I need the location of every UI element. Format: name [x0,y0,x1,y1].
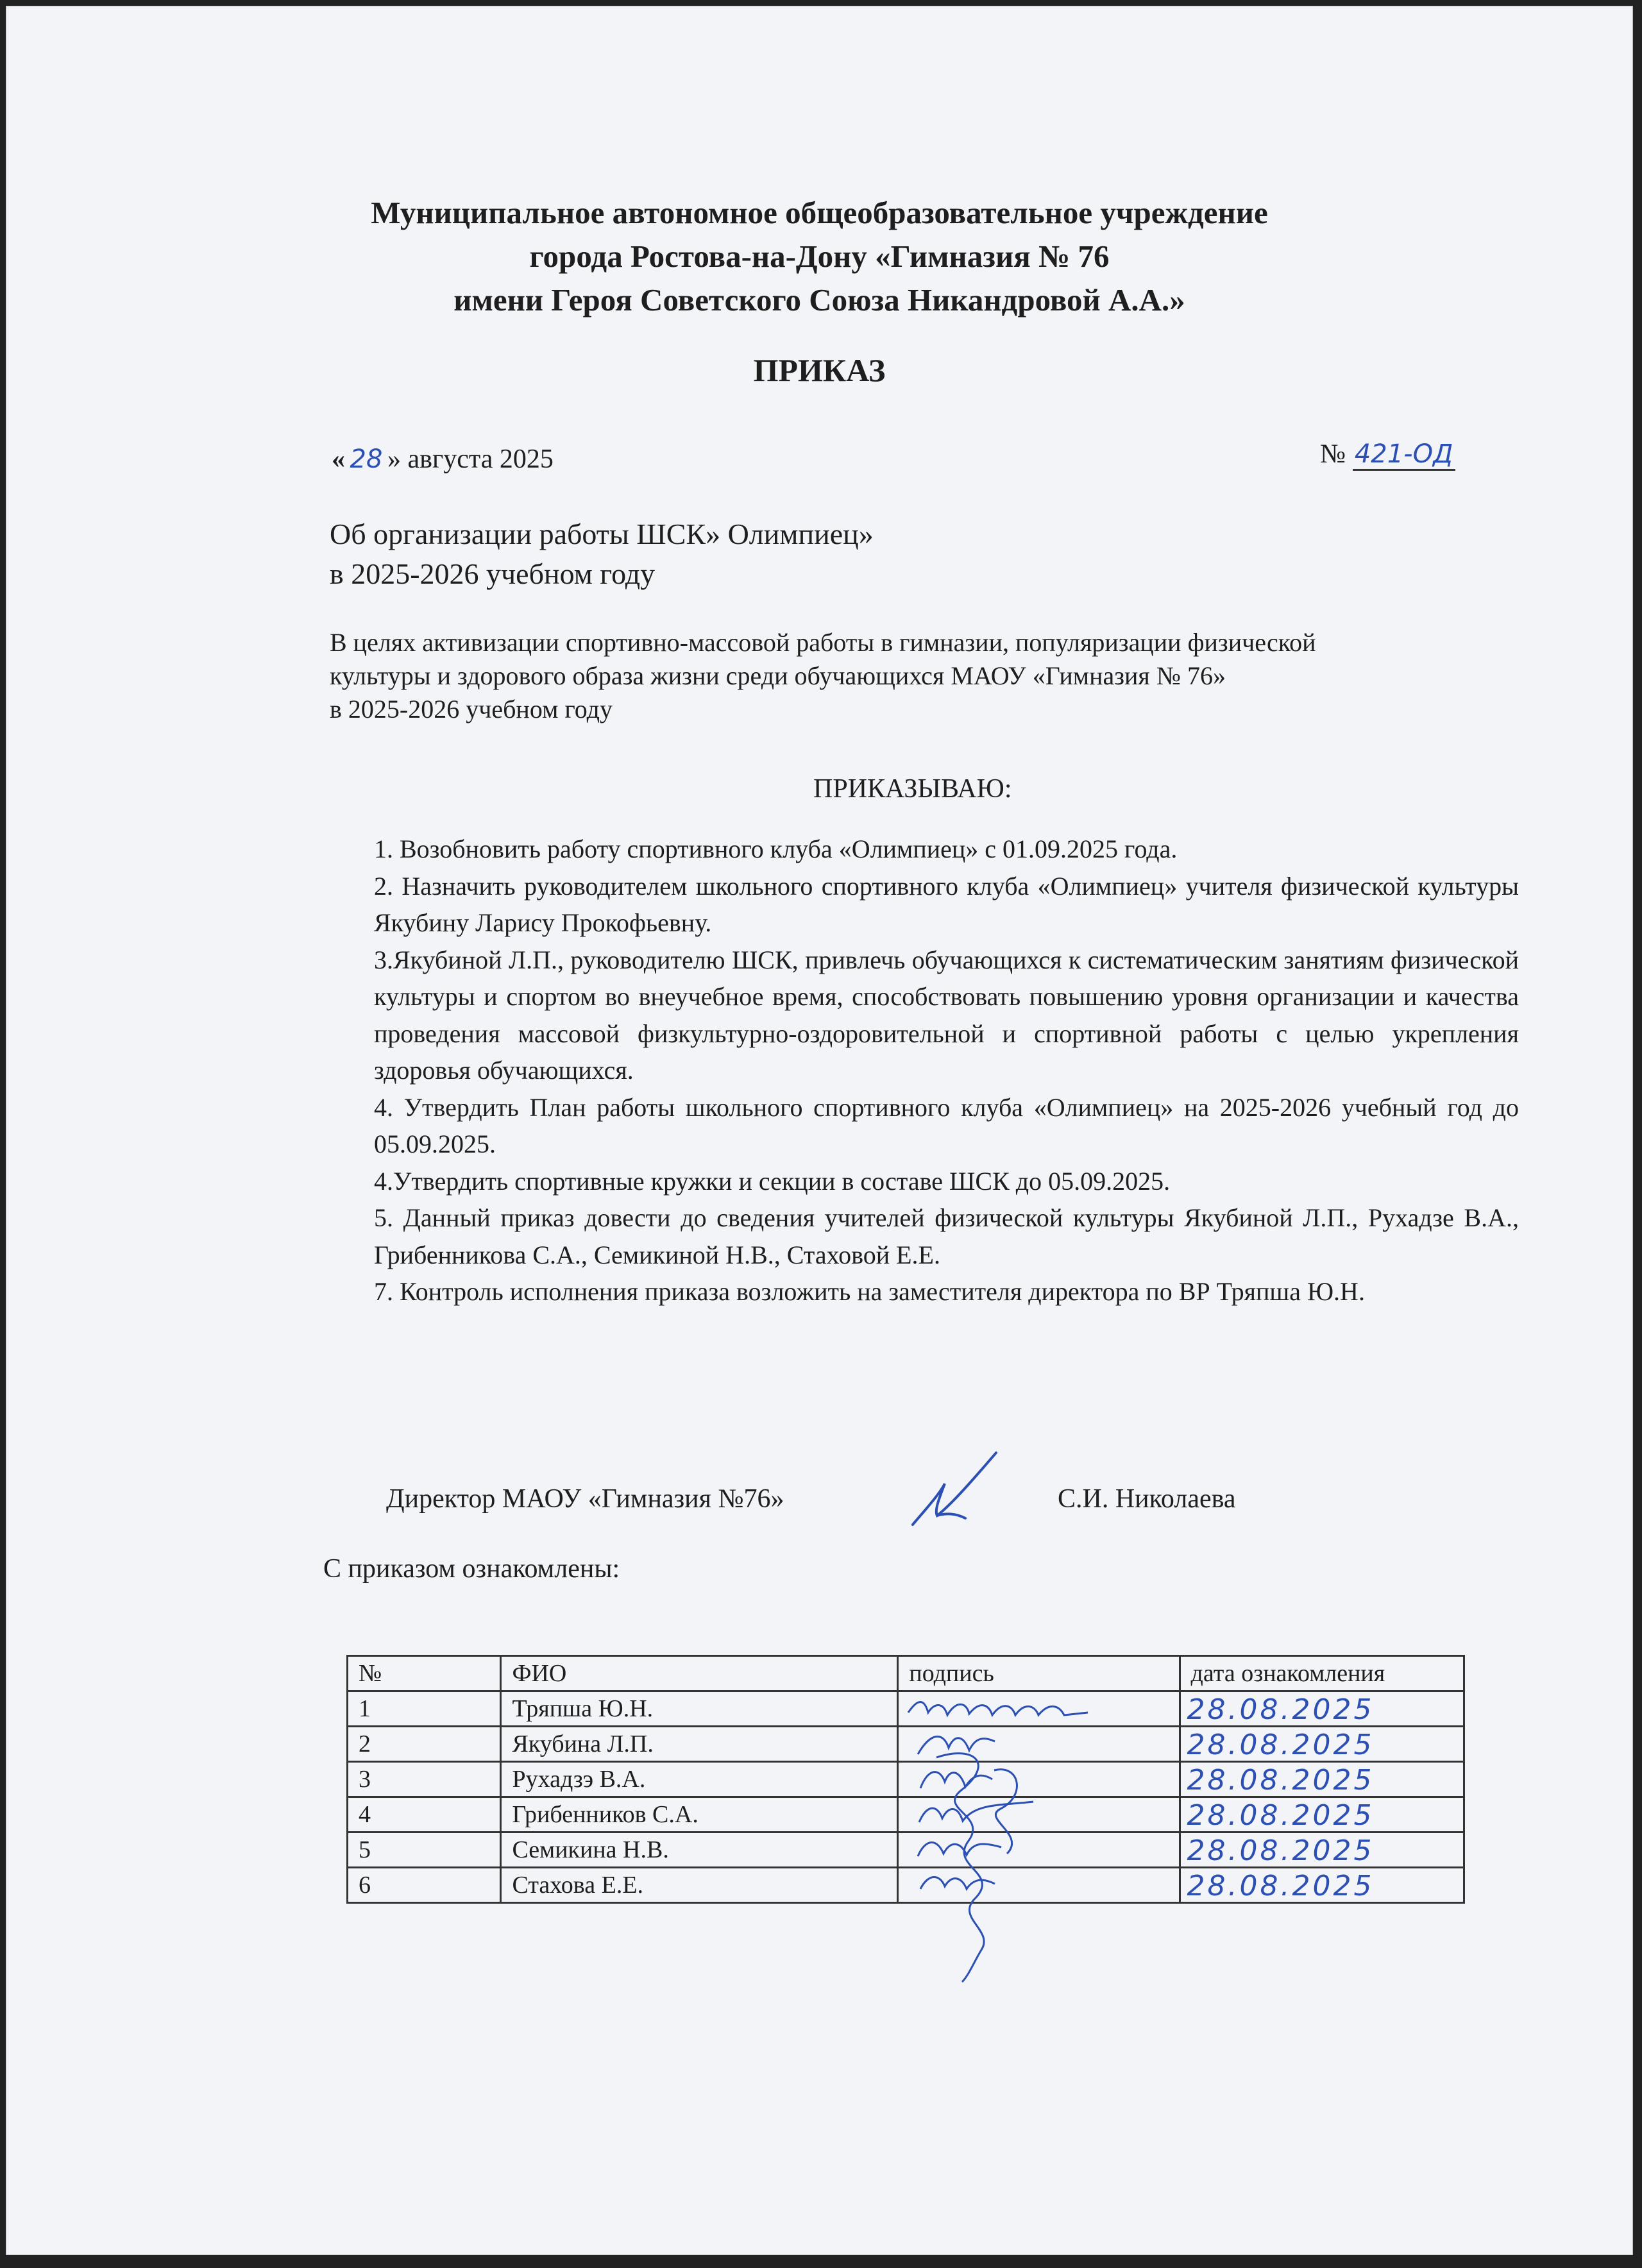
date-handwritten: 28.08.2025 [1187,1729,1375,1761]
date-handwritten: 28.08.2025 [1187,1834,1375,1867]
preamble-line-2: культуры и здорового образа жизни среди обучающихся МАОУ «Гимназия № 76» [330,661,1226,690]
director-name: С.И. Николаева [1058,1484,1236,1514]
date-handwritten: 28.08.2025 [1187,1799,1375,1832]
number-value-handwritten: 421-ОД [1353,439,1455,471]
header-line-1: Муниципальное автономное общеобразовательное учреждение [371,195,1268,230]
preamble-line-3: в 2025-2026 учебном году [330,695,613,724]
order-item: 1. Возобновить работу спортивного клуба «Олимпиец» с 01.09.2025 года. [374,834,1178,863]
order-item: 2. Назначить руководителем школьного спортивного клуба «Олимпиец» учителя физической культуры Якубину Ларису Прокофьевну. [374,871,1519,937]
header-line-2: города Ростова-на-Дону «Гимназия № 76 [529,239,1110,274]
order-item: 4. Утвердить План работы школьного спортивного клуба «Олимпиец» на 2025-2026 учебный год до 05.09.2025. [374,1092,1519,1158]
row-date [1180,1727,1464,1762]
order-title: ПРИКАЗ [753,352,886,388]
institution-header [6,191,1632,322]
table-header-row [348,1656,1464,1691]
row-date [1180,1832,1464,1868]
preamble-line-1: В целях активизации спортивно-массовой работы в гимназии, популяризации физической [330,628,1316,657]
row-date [1180,1762,1464,1797]
header-num: № [348,1656,501,1691]
order-date [332,444,554,475]
row-num: 2 [348,1727,501,1762]
date-handwritten: 28.08.2025 [1187,1693,1375,1726]
row-name: Рухадзэ В.А. [501,1762,898,1797]
order-item: 5. Данный приказ довести до сведения учителей физической культуры Якубиной Л.П., Рухадзе В.А., Грибенникова С.А., Семикиной Н.В., Стаховой Е.Е. [374,1203,1519,1269]
header-date: дата ознакомления [1180,1656,1464,1691]
order-item: 7. Контроль исполнения приказа возложить на заместителя директора по ВР Тряпша Ю.Н. [374,1277,1365,1306]
overflow-signature-scribble [898,1738,1045,1988]
row-num: 5 [348,1832,501,1868]
date-handwritten: 28.08.2025 [1187,1870,1375,1902]
director-signature [901,1446,1004,1536]
row-date [1180,1868,1464,1903]
signature-scribble [905,1693,1097,1725]
header-name: ФИО [501,1656,898,1691]
order-items [374,831,1519,1310]
director-position: Директор МАОУ «Гимназия №76» [386,1484,784,1514]
row-name: Тряпша Ю.Н. [501,1691,898,1727]
preamble [330,626,1548,726]
date-rest: » августа 2025 [387,444,554,474]
header-signature: подпись [898,1656,1180,1691]
row-num: 4 [348,1797,501,1832]
order-subject [330,514,874,594]
row-signature [898,1691,1180,1727]
acknowledged-label: С приказом ознакомлены: [323,1554,620,1584]
document-page [6,6,1632,2255]
row-name: Грибенников С.А. [501,1797,898,1832]
order-item: 3.Якубиной Л.П., руководителю ШСК, привлечь обучающихся к систематическим занятиям физической культуры и спортом во внеучебное время, способствовать повышению уровня организации и качества проведения массовой физкультурно-оздоровительной и спортивной работы с целью укрепления здоровья обучающихся. [374,945,1519,1085]
order-word: ПРИКАЗЫВАЮ: [813,774,1012,804]
row-date [1180,1797,1464,1832]
table-row [348,1691,1464,1727]
subject-line-1: Об организации работы ШСК» Олимпиец» [330,518,874,550]
row-date [1180,1691,1464,1727]
date-day-handwritten: 28 [350,444,383,474]
row-num: 3 [348,1762,501,1797]
header-line-3: имени Героя Советского Союза Никандровой А.А.» [453,282,1185,317]
row-name: Якубина Л.П. [501,1727,898,1762]
row-num: 6 [348,1868,501,1903]
number-label: № [1320,439,1346,469]
row-name: Семикина Н.В. [501,1832,898,1868]
date-handwritten: 28.08.2025 [1187,1764,1375,1797]
order-number [1320,439,1455,471]
row-num: 1 [348,1691,501,1727]
subject-line-2: в 2025-2026 учебном году [330,557,656,590]
order-item: 4.Утвердить спортивные кружки и секции в составе ШСК до 05.09.2025. [374,1166,1171,1196]
row-name: Стахова Е.Е. [501,1868,898,1903]
date-open-quote: « [332,444,345,474]
